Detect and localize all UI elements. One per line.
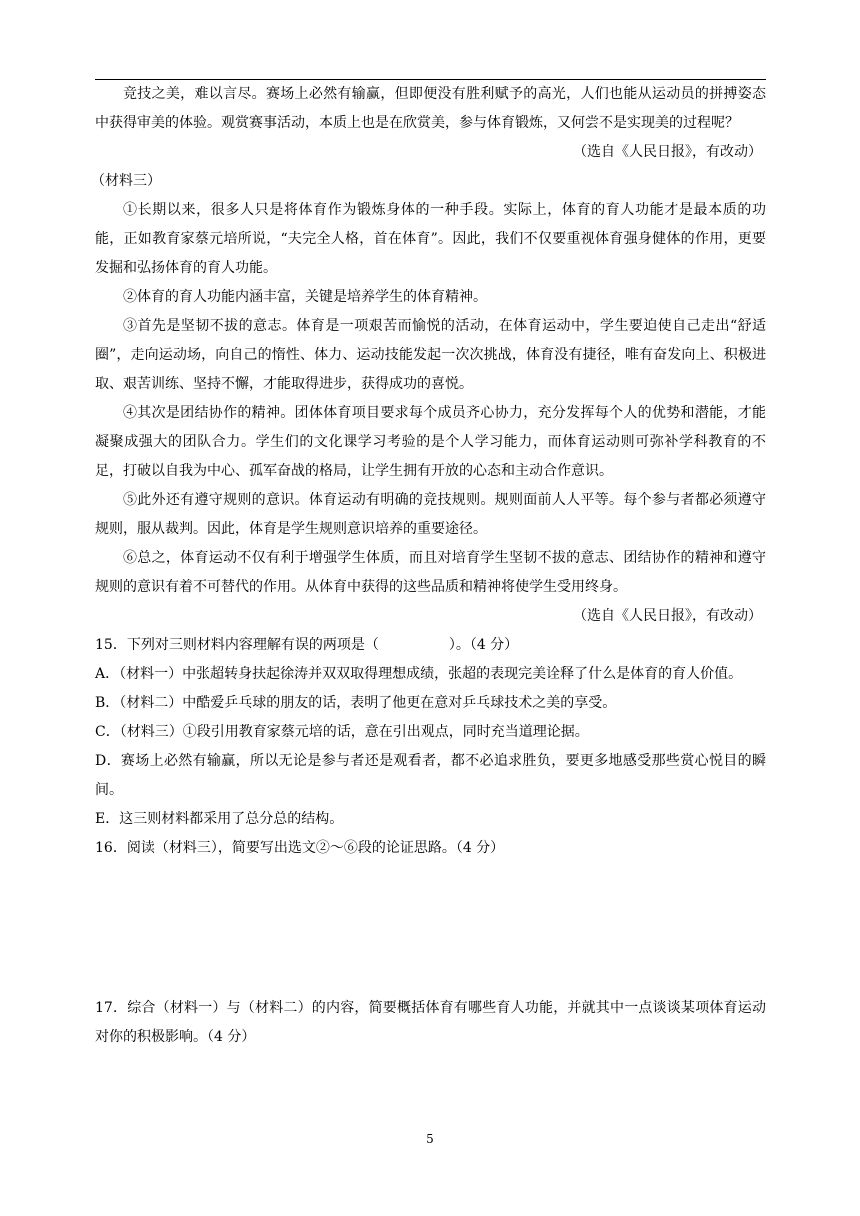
- question-15-option-e: E．这三则材料都采用了总分总的结构。: [95, 811, 344, 827]
- question-16-answer-space[interactable]: [95, 863, 766, 994]
- question-17-stem: 17．综合（材料一）与（材料二）的内容，简要概括体育有哪些育人功能，并就其中一点谈谈某项体育运动对你的积极影响。（4 分）: [95, 1000, 766, 1045]
- question-16-stem: 16．阅读（材料三），简要写出选文②～⑥段的论证思路。（4 分）: [95, 840, 505, 856]
- question-15-option-a: A．（材料一）中张超转身扶起徐涛并双双取得理想成绩，张超的表现完美诠释了什么是体育的育人价值。: [95, 666, 743, 682]
- question-15-stem: 15．下列对三则材料内容理解有误的两项是（ ）。（4 分）: [95, 637, 519, 653]
- question-15-option-b: B．（材料二）中酷爱乒乓球的朋友的话，表明了他更在意对乒乓球技术之美的享受。: [95, 695, 617, 711]
- material3-source: （选自《人民日报》，有改动）: [573, 608, 762, 624]
- material3-paragraph-2: ②体育的育人功能内涵丰富，关键是培养学生的体育精神。: [123, 289, 487, 305]
- page-content: [91, 80, 766, 1052]
- material3-heading: （材料三）: [91, 173, 161, 189]
- material2-paragraph: 竞技之美，难以言尽。赛场上必然有输赢，但即便没有胜利赋予的高光，人们也能从运动员的拼搏姿态中获得审美的体验。观赏赛事活动，本质上也是在欣赏美，参与体育锻炼，又何尝不是实现美的过程呢？: [95, 86, 766, 131]
- material3-paragraph-1: ①长期以来，很多人只是将体育作为锻炼身体的一种手段。实际上，体育的育人功能才是最本质的功能，正如教育家蔡元培所说，“夫完全人格，首在体育”。因此，我们不仅要重视体育强身健体的作用，更要发掘和弘扬体育的育人功能。: [95, 202, 766, 276]
- question-15-option-c: C．（材料三）①段引用教育家蔡元培的话，意在引出观点，同时充当道理论据。: [95, 724, 589, 740]
- material2-source: （选自《人民日报》，有改动）: [573, 144, 762, 160]
- page-number: 5: [426, 1132, 434, 1146]
- material3-paragraph-3: ③首先是坚韧不拔的意志。体育是一项艰苦而愉悦的活动，在体育运动中，学生要迫使自己走出“舒适圈”，走向运动场，向自己的惰性、体力、运动技能发起一次次挑战，体育没有捷径，唯有奋发向上、积极进取、艰苦训练、坚持不懈，才能取得进步，获得成功的喜悦。: [95, 318, 766, 392]
- material3-paragraph-6: ⑥总之，体育运动不仅有利于增强学生体质，而且对培育学生坚韧不拔的意志、团结协作的精神和遵守规则的意识有着不可替代的作用。从体育中获得的这些品质和精神将使学生受用终身。: [95, 550, 766, 595]
- material3-paragraph-5: ⑤此外还有遵守规则的意识。体育运动有明确的竞技规则。规则面前人人平等。每个参与者都必须遵守规则，服从裁判。因此，体育是学生规则意识培养的重要途径。: [95, 492, 766, 537]
- question-15-option-d: D．赛场上必然有输赢，所以无论是参与者还是观看者，都不必追求胜负，要更多地感受那些赏心悦目的瞬间。: [95, 753, 766, 798]
- material3-paragraph-4: ④其次是团结协作的精神。团体体育项目要求每个成员齐心协力，充分发挥每个人的优势和潜能，才能凝聚成强大的团队合力。学生们的文化课学习考验的是个人学习能力，而体育运动则可弥补学科教育的不足，打破以自我为中心、孤军奋战的格局，让学生拥有开放的心态和主动合作意识。: [95, 405, 766, 479]
